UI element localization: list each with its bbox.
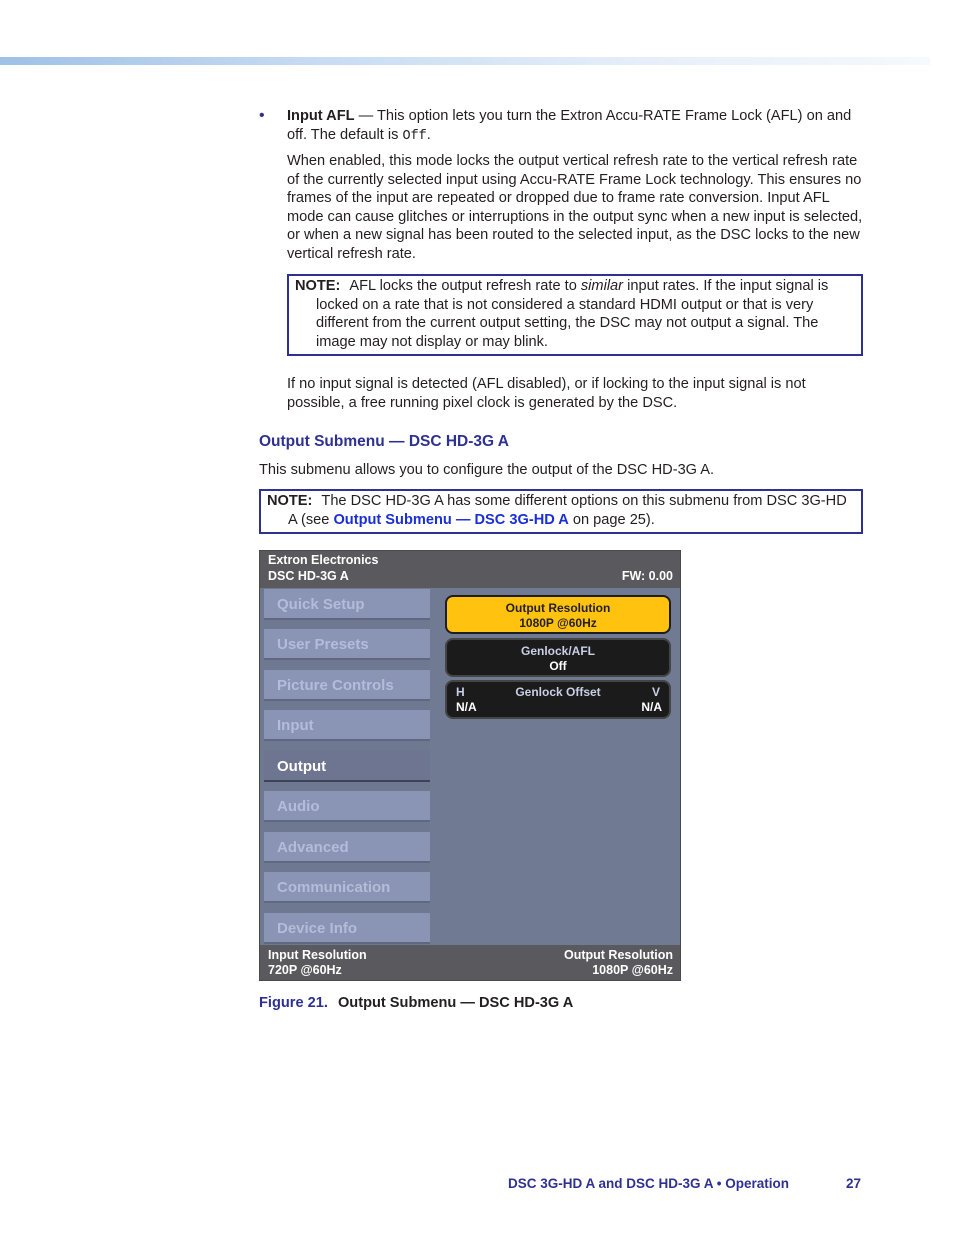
- figure-caption: [259, 994, 573, 1013]
- osd-model: DSC HD-3G A: [268, 569, 349, 583]
- button-title: Genlock/AFL: [520, 644, 595, 658]
- default-value: Off: [402, 128, 427, 144]
- osd-header: [260, 551, 680, 588]
- menu-item-advanced[interactable]: Advanced: [264, 832, 430, 863]
- button-title: Output Resolution: [505, 601, 611, 615]
- figure-title: Output Submenu — DSC HD-3G A: [337, 995, 574, 1011]
- genlock-afl-button[interactable]: [445, 638, 671, 677]
- note-label: NOTE:: [295, 278, 341, 294]
- output-resolution-value: 1080P @60Hz: [592, 963, 673, 977]
- menu-item-audio[interactable]: Audio: [264, 791, 430, 822]
- menu-item-communication[interactable]: Communication: [264, 872, 430, 903]
- bullet-marker: •: [259, 107, 265, 124]
- v-label: V: [651, 685, 660, 699]
- bullet-input-afl: Input AFL — This option lets you turn the Extron Accu-RATE Frame Lock (AFL) on and off. The default is Off.: [287, 108, 852, 144]
- header-gradient-bar: [0, 57, 930, 65]
- input-resolution-value: 720P @60Hz: [268, 963, 342, 977]
- osd-submenu-panel: [430, 588, 680, 945]
- section-heading: Output Submenu — DSC HD-3G A: [259, 433, 509, 450]
- menu-item-user-presets[interactable]: User Presets: [264, 629, 430, 660]
- h-value: N/A: [456, 700, 477, 714]
- output-resolution-button[interactable]: [445, 595, 671, 634]
- button-value: 1080P @60Hz: [519, 616, 597, 630]
- v-value: N/A: [641, 700, 662, 714]
- note-label: NOTE:: [267, 493, 313, 509]
- bullet-term: Input AFL: [287, 108, 355, 124]
- footer-doc-title: DSC 3G-HD A and DSC HD-3G A • Operation: [508, 1176, 789, 1191]
- bullet-text: — This option lets you turn the Extron Accu-RATE Frame Lock (AFL) on and off. The default is: [287, 108, 852, 143]
- footer-page-number: 27: [846, 1176, 862, 1191]
- osd-screenshot: [259, 550, 681, 981]
- button-title: Genlock Offset: [515, 685, 601, 699]
- osd-menu: [260, 588, 430, 945]
- osd-company: Extron Electronics: [268, 553, 379, 567]
- figure-number: Figure 21.: [259, 995, 328, 1011]
- input-resolution-label: Input Resolution: [268, 948, 367, 962]
- genlock-offset-button[interactable]: [445, 680, 671, 719]
- button-value: Off: [549, 659, 567, 673]
- menu-item-input[interactable]: Input: [264, 710, 430, 741]
- h-label: H: [456, 685, 465, 699]
- menu-item-picture-controls[interactable]: Picture Controls: [264, 670, 430, 701]
- output-resolution-label: Output Resolution: [563, 948, 673, 962]
- menu-item-output[interactable]: Output: [264, 751, 430, 782]
- osd-status-bar: [260, 945, 680, 980]
- osd-firmware: FW: 0.00: [621, 569, 673, 583]
- note-emphasis: similar: [580, 278, 624, 294]
- menu-item-quick-setup[interactable]: Quick Setup: [264, 589, 430, 620]
- menu-item-device-info[interactable]: Device Info: [264, 913, 430, 944]
- afl-description: When enabled, this mode locks the output vertical refresh rate to the vertical refresh rate of the currently selected input using Accu-RATE Frame Lock technology. This ensures no frames of the input are repeated or dropped due to frame rate conversion. Input AFL mode can cause glitches or interruptions in the output sync when a new input is selected, or when a new signal has been routed to the selected input, as the DSC locks to the new vertical refresh rate.: [287, 153, 863, 262]
- note-differences: NOTE: The DSC HD-3G A has some different options on this submenu from DSC 3G-HD A (see Output Submenu — DSC 3G-HD A on page 25).: [259, 489, 863, 534]
- section-intro: This submenu allows you to configure the output of the DSC HD-3G A.: [259, 462, 715, 478]
- free-running-clock-text: If no input signal is detected (AFL disabled), or if locking to the input signal is not possible, a free running pixel clock is generated by the DSC.: [287, 376, 806, 411]
- note-afl: NOTE: AFL locks the output refresh rate to similar input rates. If the input signal is locked on a rate that is not considered a standard HDMI output or that is very different from the current output setting, the DSC may not output a signal. The image may not display or may blink.: [287, 274, 863, 356]
- cross-reference-link[interactable]: Output Submenu — DSC 3G-HD A: [333, 511, 569, 528]
